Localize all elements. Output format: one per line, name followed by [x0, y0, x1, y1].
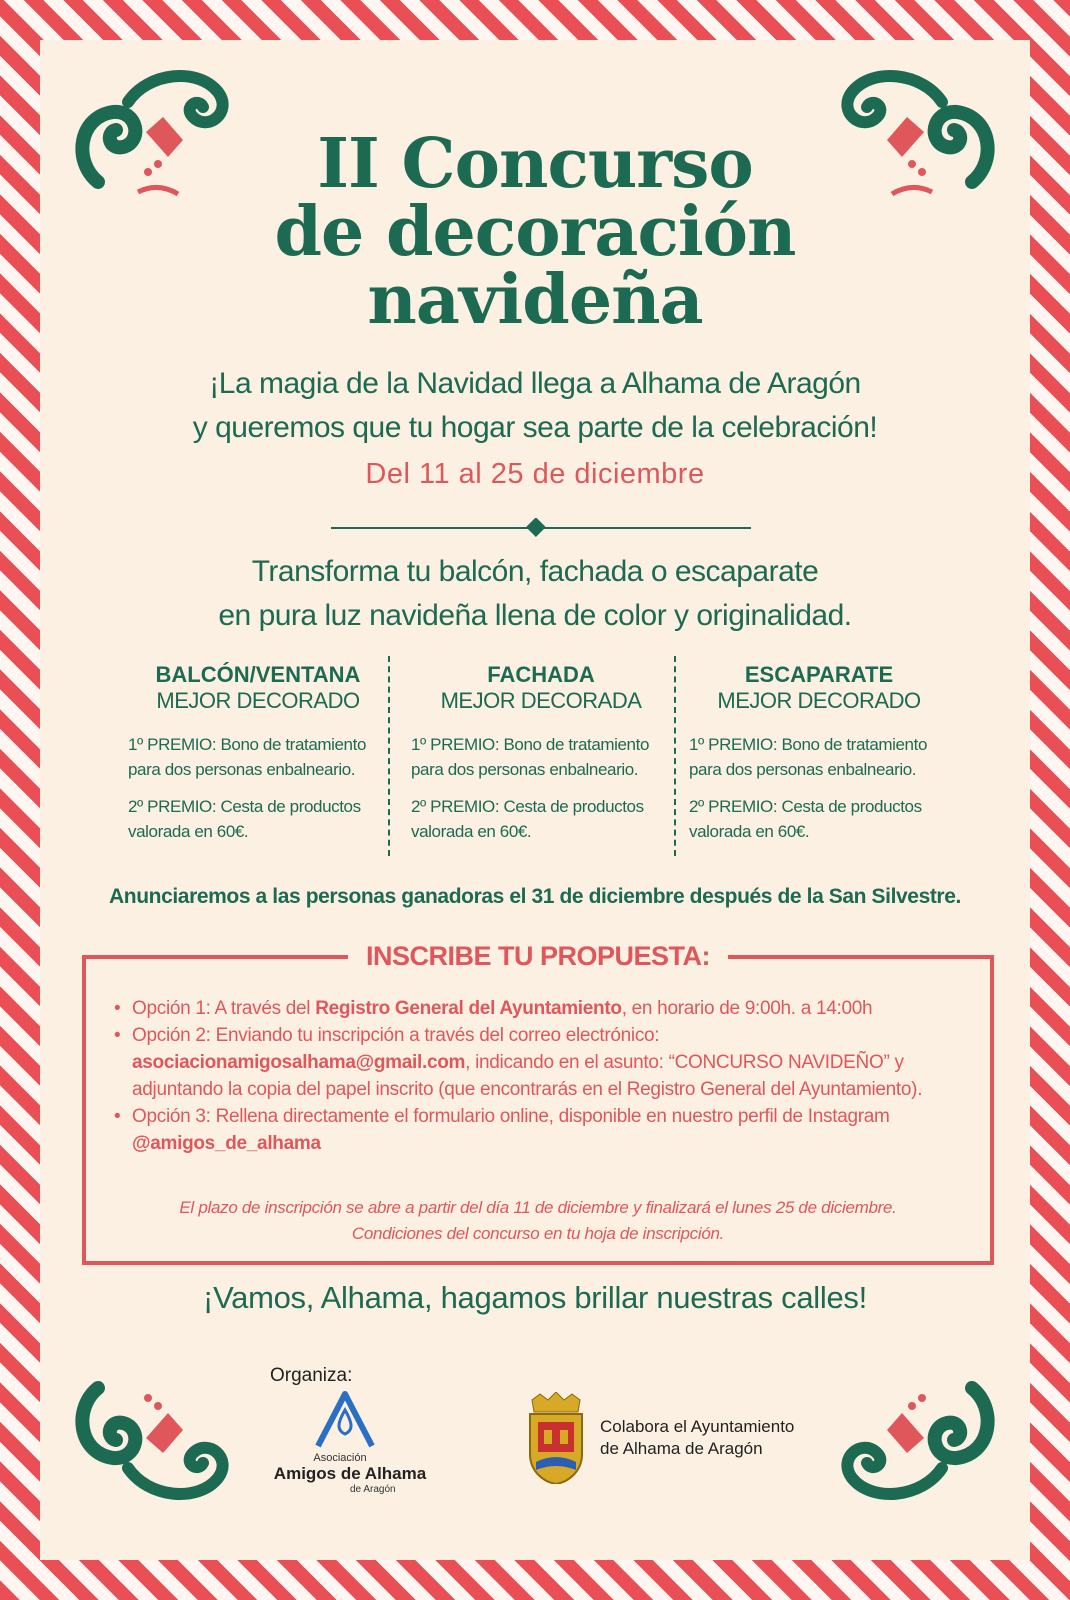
- column-separator: [674, 656, 676, 856]
- transform-line-2: en pura luz navideña llena de color y originalidad.: [218, 599, 852, 632]
- option-3-text: Opción 3: Rellena directamente el formulario online, disponible en nuestro perfil de Instagram: [132, 1106, 890, 1127]
- organizer-label: Organiza:: [270, 1365, 353, 1386]
- intro-line-1: ¡La magia de la Navidad llega a Alhama de Aragón: [209, 367, 861, 400]
- column-separator: [388, 656, 390, 856]
- option-1-hours: , en horario de 9:00h. a 14:00h: [621, 998, 873, 1019]
- signup-note: [86, 1195, 990, 1247]
- intro-text: [40, 362, 1030, 450]
- category-balcony: [128, 662, 388, 844]
- organizer-small: Asociación: [313, 1452, 367, 1464]
- first-prize: 1º PREMIO: Bono de tratamiento para dos personas enbalneario.: [128, 735, 366, 779]
- intro-line-2: y queremos que tu hogar sea parte de la celebración!: [192, 411, 878, 444]
- registry-link: Registro General del Ayuntamiento: [315, 998, 622, 1019]
- transform-line-1: Transforma tu balcón, fachada o escaparate: [251, 555, 819, 588]
- category-name: FACHADA: [487, 662, 595, 687]
- option-3: [114, 1103, 974, 1157]
- category-subtitle: MEJOR DECORADA: [440, 688, 642, 713]
- association-logo-icon: [310, 1388, 380, 1450]
- collaborator-text: [600, 1416, 860, 1460]
- diamond-divider-icon: [331, 518, 751, 538]
- option-1-text: Opción 1: A través del: [132, 998, 316, 1019]
- signup-title: INSCRIBE TU PROPUESTA:: [348, 941, 728, 971]
- instagram-link[interactable]: @amigos_de_alhama: [132, 1133, 321, 1154]
- coat-of-arms-icon: [522, 1392, 590, 1484]
- category-name: BALCÓN/VENTANA: [155, 662, 361, 687]
- organizer-sub: de Aragón: [350, 1484, 396, 1495]
- first-prize: 1º PREMIO: Bono de tratamiento para dos personas enbalneario.: [411, 735, 649, 779]
- option-2-details: , indicando en el asunto: “CONCURSO NAVIDEÑO” y adjuntando la copia del papel inscrito (que encontrarás en el Registro General del Ayuntamiento).: [132, 1052, 923, 1100]
- note-line-1: El plazo de inscripción se abre a partir del día 11 de diciembre y finalizará el lunes 25 de diciembre.: [179, 1198, 897, 1217]
- closing-slogan: ¡Vamos, Alhama, hagamos brillar nuestras calles!: [203, 1280, 867, 1315]
- first-prize: 1º PREMIO: Bono de tratamiento para dos personas enbalneario.: [689, 735, 927, 779]
- second-prize: 2º PREMIO: Cesta de productos valorada en 60€.: [411, 797, 644, 841]
- option-2: [114, 1022, 974, 1103]
- category-subtitle: MEJOR DECORADO: [156, 688, 360, 713]
- title-line-1: II Concurso: [317, 124, 753, 204]
- winners-announcement: Anunciaremos a las personas ganadoras el 31 de diciembre después de la San Silvestre.: [109, 885, 961, 908]
- title-line-2: de decoración: [274, 192, 796, 272]
- second-prize: 2º PREMIO: Cesta de productos valorada en 60€.: [128, 797, 361, 841]
- collaborator-line-2: de Alhama de Aragón: [600, 1439, 763, 1458]
- transform-text: [40, 550, 1030, 638]
- note-line-2: Condiciones del concurso en tu hoja de inscripción.: [351, 1224, 725, 1243]
- collaborator-line-1: Colabora el Ayuntamiento: [600, 1417, 795, 1436]
- second-prize: 2º PREMIO: Cesta de productos valorada en 60€.: [689, 797, 922, 841]
- option-1: [114, 995, 974, 1022]
- signup-options: [114, 995, 974, 1157]
- category-shop-window: [689, 662, 949, 844]
- email-link[interactable]: asociacionamigosalhama@gmail.com: [132, 1052, 466, 1073]
- ornament-bottom-left-icon: [68, 1358, 248, 1508]
- signup-box: [82, 941, 994, 1265]
- contest-dates: Del 11 al 25 de diciembre: [365, 458, 705, 490]
- poster-panel: [40, 40, 1030, 1560]
- category-facade: [411, 662, 671, 844]
- signup-heading: [86, 941, 990, 972]
- option-2-text: Opción 2: Enviando tu inscripción a través del correo electrónico:: [132, 1025, 660, 1046]
- category-name: ESCAPARATE: [744, 662, 894, 687]
- organizer-name: Amigos de Alhama: [273, 1464, 427, 1483]
- category-subtitle: MEJOR DECORADO: [717, 688, 921, 713]
- title-line-3: navideña: [367, 260, 703, 340]
